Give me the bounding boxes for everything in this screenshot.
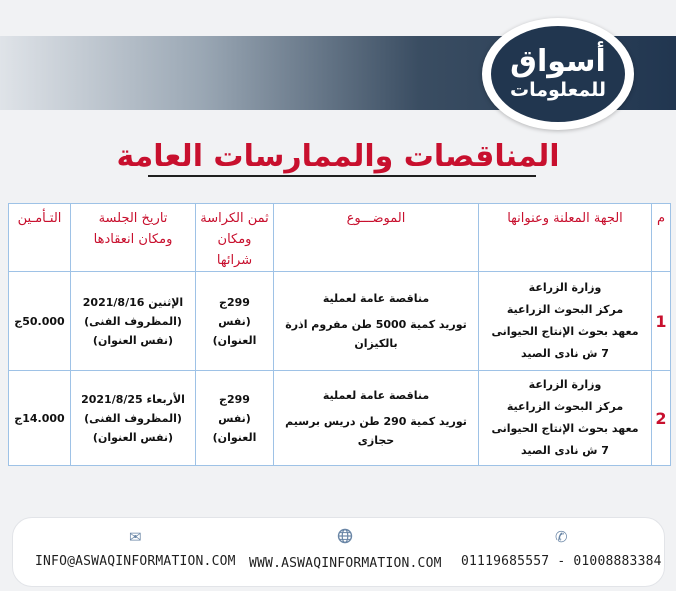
subject-line: مناقصة عامة لعملية xyxy=(322,389,430,402)
subject-line: توريد كمية 5000 طن مفروم اذرة xyxy=(285,318,467,331)
logo-line2: للمعلومات xyxy=(509,79,606,101)
tenders-table xyxy=(8,203,671,466)
subject-line: توريد كمية 290 طن دريس برسيم xyxy=(285,415,467,428)
header-date-line1: تاريخ الجلسة xyxy=(98,211,168,226)
email-link[interactable]: INFO@ASWAQINFORMATION.COM xyxy=(35,554,236,569)
header-deposit: التـأمـين xyxy=(9,204,71,272)
row-number: 2 xyxy=(652,371,671,466)
entity-line: معهد بحوث الإنتاج الحيوانى xyxy=(491,325,639,338)
table-row xyxy=(9,272,671,371)
logo-line1: أسواق xyxy=(510,44,606,79)
date-value: الإثنين 2021/8/16 xyxy=(82,295,184,309)
title-underline xyxy=(148,175,536,177)
globe-icon xyxy=(337,528,353,548)
row-subject xyxy=(274,272,479,371)
row-entity xyxy=(479,272,652,371)
phone-icon: ✆ xyxy=(555,528,568,546)
footer-phone xyxy=(461,528,662,569)
row-entity xyxy=(479,371,652,466)
entity-line: 7 ش نادى الصيد xyxy=(521,444,609,457)
date-place: (نفس العنوان) xyxy=(92,430,174,444)
date-place: (نفس العنوان) xyxy=(92,333,174,347)
entity-line: وزارة الزراعة xyxy=(528,281,602,294)
subject-line: بالكيزان xyxy=(354,337,398,350)
website-link[interactable]: WWW.ASWAQINFORMATION.COM xyxy=(249,556,442,571)
price-value: 299ج xyxy=(219,295,250,309)
row-date xyxy=(71,272,196,371)
subject-line: حجازى xyxy=(357,434,395,447)
logo xyxy=(482,18,634,130)
entity-line: وزارة الزراعة xyxy=(528,378,602,391)
row-subject xyxy=(274,371,479,466)
date-note: (المظروف الفنى) xyxy=(84,314,182,328)
header-entity: الجهة المعلنة وعنوانها xyxy=(479,204,652,272)
footer-website xyxy=(249,528,442,571)
date-value: الأربعاء 2021/8/25 xyxy=(81,392,185,406)
header-subject: الموضـــوع xyxy=(274,204,479,272)
row-date xyxy=(71,371,196,466)
header-price-line1: ثمن الكراسة xyxy=(200,211,269,226)
entity-line: مركز البحوث الزراعية xyxy=(506,303,624,316)
header-price xyxy=(196,204,274,272)
date-note: (المظروف الفنى) xyxy=(84,411,182,425)
price-place: (نفس العنوان) xyxy=(212,411,257,444)
row-price xyxy=(196,272,274,371)
header-date-line2: ومكان انعقادها xyxy=(93,232,173,247)
envelope-icon: ✉ xyxy=(129,528,142,546)
price-place: (نفس العنوان) xyxy=(212,314,257,347)
entity-line: 7 ش نادى الصيد xyxy=(521,347,609,360)
phone-numbers[interactable]: 01119685557 - 01008883384 xyxy=(461,554,662,569)
header-num: م xyxy=(652,204,671,272)
header-date xyxy=(71,204,196,272)
contact-footer xyxy=(12,517,665,587)
header-price-line2: ومكان شرائها xyxy=(216,232,253,268)
row-price xyxy=(196,371,274,466)
row-deposit: 50.000ج xyxy=(9,272,71,371)
logo-badge xyxy=(491,26,625,122)
entity-line: معهد بحوث الإنتاج الحيوانى xyxy=(491,422,639,435)
entity-line: مركز البحوث الزراعية xyxy=(506,400,624,413)
table-header-row xyxy=(9,204,671,272)
footer-email xyxy=(35,528,236,569)
row-number: 1 xyxy=(652,272,671,371)
table-row xyxy=(9,371,671,466)
row-deposit: 14.000ج xyxy=(9,371,71,466)
subject-line: مناقصة عامة لعملية xyxy=(322,292,430,305)
price-value: 299ج xyxy=(219,392,250,406)
page-title: المناقصات والممارسات العامة xyxy=(116,139,560,174)
